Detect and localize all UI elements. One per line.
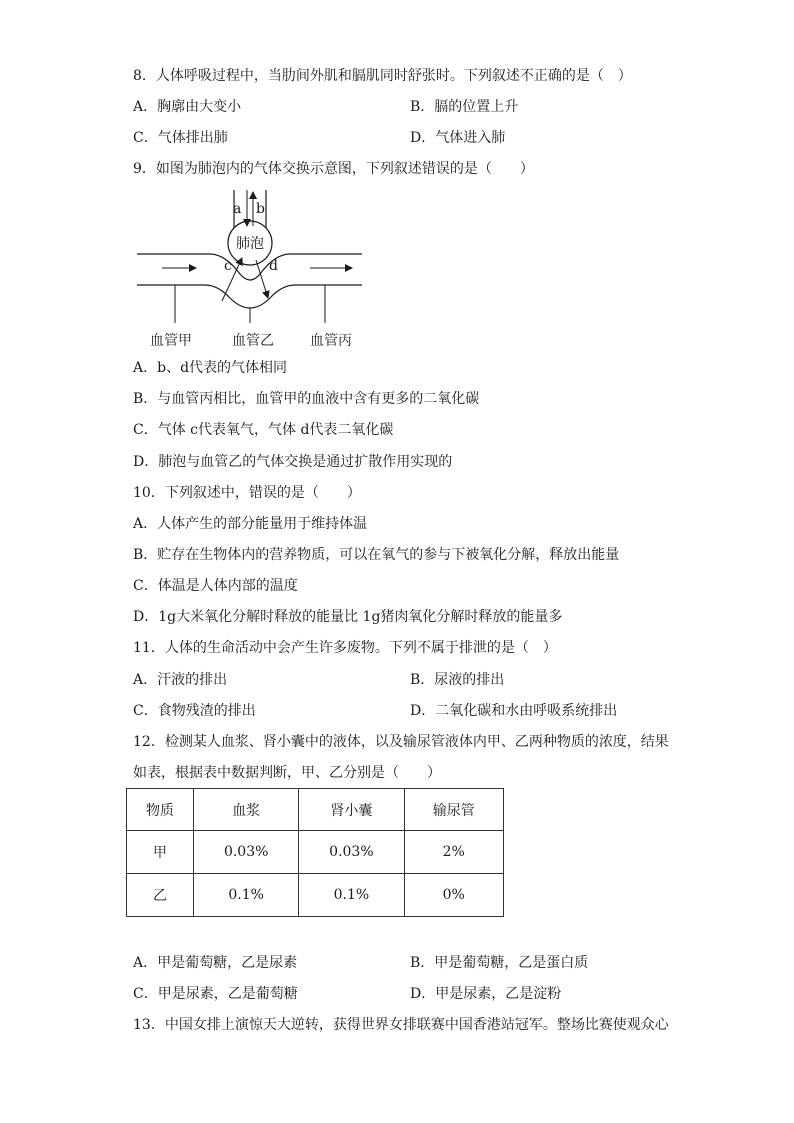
question-8-stem: 8．人体呼吸过程中，当肋间外肌和膈肌同时舒张时。下列叙述不正确的是（ ）	[133, 68, 632, 84]
table-header-cell: 物质	[127, 789, 194, 831]
alveolus-gas-exchange-diagram	[130, 188, 370, 353]
question-8-option-b: B．膈的位置上升	[410, 99, 519, 115]
question-8-option-a: A．胸廓由大变小	[133, 99, 242, 115]
question-10-option-c: C．体温是人体内部的温度	[133, 578, 298, 594]
question-9-option-a: A．b、d代表的气体相同	[133, 360, 288, 376]
table-header-cell: 肾小囊	[299, 789, 404, 831]
table-row	[127, 874, 504, 917]
question-9-option-c: C．气体 c代表氧气，气体 d代表二氧化碳	[133, 422, 394, 438]
table-cell: 0%	[404, 874, 503, 917]
question-11-option-b: B．尿液的排出	[410, 672, 505, 688]
vessel-lower-wall	[137, 285, 362, 308]
table-cell: 0.03%	[299, 831, 404, 874]
table-cell: 乙	[127, 874, 194, 917]
table-cell: 0.03%	[194, 831, 299, 874]
table-cell: 0.1%	[194, 874, 299, 917]
table-cell: 2%	[404, 831, 503, 874]
vessel-label-bing: 血管丙	[310, 333, 352, 349]
arrow-d	[256, 260, 268, 298]
question-11-option-a: A．汗液的排出	[133, 672, 228, 688]
question-9-option-d: D．肺泡与血管乙的气体交换是通过扩散作用实现的	[133, 454, 453, 470]
vessel-label-jia: 血管甲	[150, 333, 192, 349]
table-cell: 甲	[127, 831, 194, 874]
label-b: b	[256, 201, 265, 217]
question-12-option-b: B．甲是葡萄糖，乙是蛋白质	[410, 955, 589, 971]
question-12-option-d: D．甲是尿素，乙是淀粉	[410, 986, 562, 1002]
label-c: c	[224, 258, 232, 274]
question-12-stem-line-2: 如表，根据表中数据判断，甲、乙分别是（ ）	[133, 765, 441, 781]
alveolus-label: 肺泡	[236, 236, 264, 252]
table-header-cell: 输尿管	[404, 789, 503, 831]
question-11-option-d: D．二氧化碳和水由呼吸系统排出	[410, 703, 618, 719]
table-row	[127, 831, 504, 874]
label-a: a	[233, 201, 242, 217]
question-8-option-c: C．气体排出肺	[133, 130, 228, 146]
question-12-option-a: A．甲是葡萄糖，乙是尿素	[133, 955, 298, 971]
label-d: d	[269, 258, 278, 274]
table-header-row	[127, 789, 504, 831]
question-12-option-c: C．甲是尿素，乙是葡萄糖	[133, 986, 298, 1002]
question-13-stem: 13．中国女排上演惊天大逆转，获得世界女排联赛中国香港站冠军。整场比赛使观众心	[133, 1017, 669, 1033]
question-11-option-c: C．食物残渣的排出	[133, 703, 256, 719]
table-header-cell: 血浆	[194, 789, 299, 831]
question-11-stem: 11．人体的生命活动中会产生许多废物。下列不属于排泄的是（ ）	[133, 640, 557, 656]
question-9-option-b: B．与血管丙相比，血管甲的血液中含有更多的二氧化碳	[133, 391, 480, 407]
vessel-label-yi: 血管乙	[232, 333, 274, 349]
table-cell: 0.1%	[299, 874, 404, 917]
question-8-option-d: D．气体进入肺	[410, 130, 506, 146]
question-10-option-b: B．贮存在生物体内的营养物质，可以在氧气的参与下被氧化分解，释放出能量	[133, 547, 620, 563]
concentration-table	[126, 788, 504, 917]
question-12-stem-line-1: 12．检测某人血浆、肾小囊中的液体，以及输尿管液体内甲、乙两种物质的浓度，结果	[133, 734, 669, 750]
question-10-stem: 10．下列叙述中，错误的是（ ）	[133, 485, 361, 501]
question-10-option-a: A．人体产生的部分能量用于维持体温	[133, 516, 368, 532]
question-10-option-d: D．1g大米氧化分解时释放的能量比 1g猪肉氧化分解时释放的能量多	[133, 609, 563, 625]
question-9-stem: 9．如图为肺泡内的气体交换示意图，下列叙述错误的是（ ）	[133, 161, 534, 177]
